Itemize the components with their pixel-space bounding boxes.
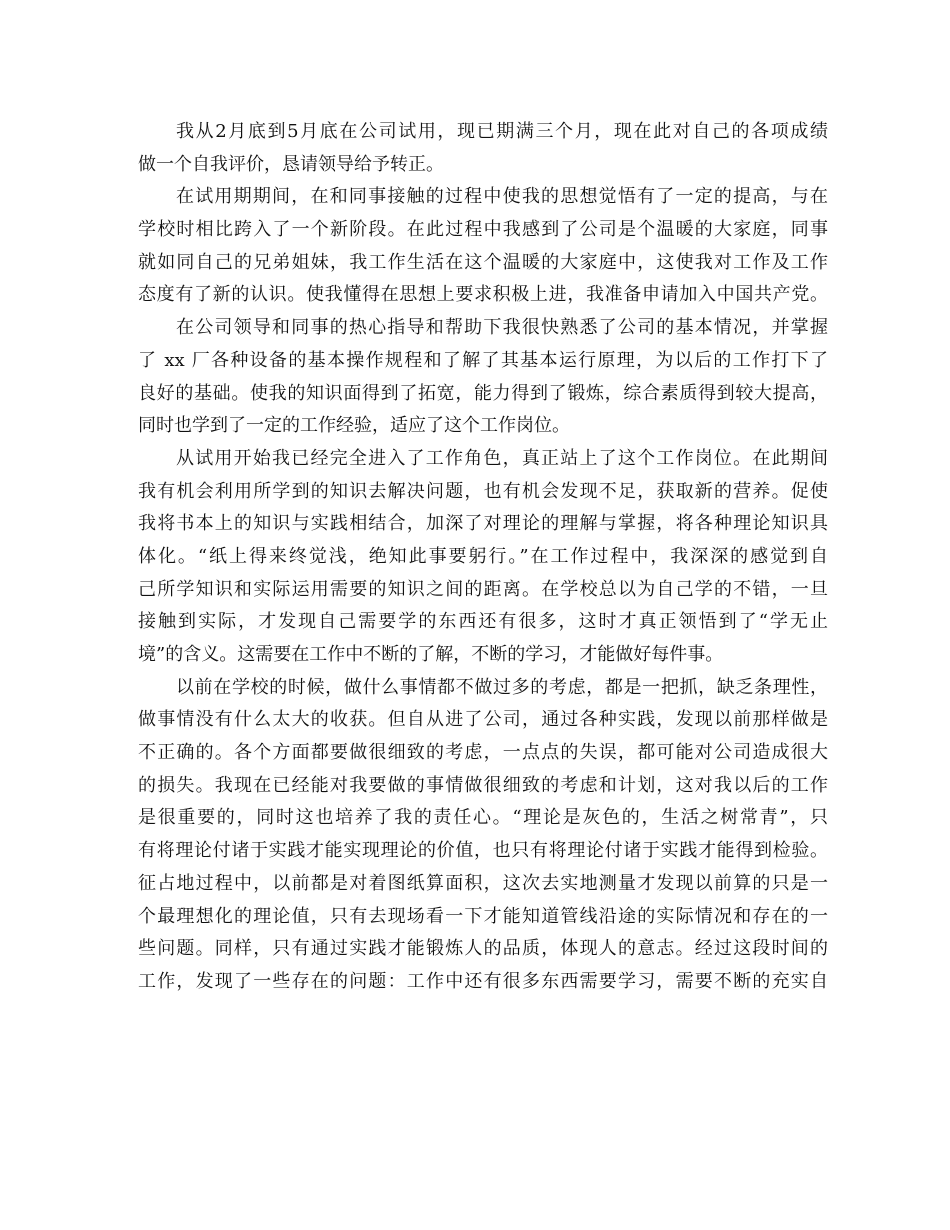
- text-line: 做事情没有什么太大的收获。但自从进了公司，通过各种实践，发现以前那样做是: [138, 709, 828, 731]
- text-line: 我将书本上的知识与实践相结合，加深了对理论的理解与掌握，将各种理论知识具: [138, 513, 828, 535]
- text-line: 的损失。我现在已经能对我要做的事情做很细致的考虑和计划，这对我以后的工作: [138, 774, 828, 796]
- text-line: 了 xx 厂各种设备的基本操作规程和了解了其基本运行原理，为以后的工作打下了: [138, 349, 828, 371]
- text-line: 境”的含义。这需要在工作中不断的了解，不断的学习，才能做好每件事。: [138, 644, 724, 665]
- text-line: 就如同自己的兄弟姐妹，我工作生活在这个温暖的大家庭中，这使我对工作及工作: [138, 251, 828, 273]
- text-line: 以前在学校的时候，做什么事情都不做过多的考虑，都是一把抓，缺乏条理性，: [176, 676, 828, 698]
- text-line: 个最理想化的理论值，只有去现场看一下才能知道管线沿途的实际情况和存在的一: [138, 905, 828, 927]
- text-line: 在公司领导和同事的热心指导和帮助下我很快熟悉了公司的基本情况，并掌握: [176, 317, 828, 339]
- document-body: [138, 116, 828, 999]
- text-line: 有将理论付诸于实践才能实现理论的价值，也只有将理论付诸于实践才能得到检验。: [138, 840, 828, 862]
- text-line: 我有机会利用所学到的知识去解决问题，也有机会发现不足，获取新的营养。促使: [138, 480, 828, 502]
- text-line: 己所学知识和实际运用需要的知识之间的距离。在学校总以为自己学的不错，一旦: [138, 578, 828, 600]
- text-line: 从试用开始我已经完全进入了工作角色，真正站上了这个工作岗位。在此期间: [176, 447, 828, 469]
- text-line: 工作，发现了一些存在的问题：工作中还有很多东西需要学习，需要不断的充实自: [138, 970, 828, 992]
- text-line: 接触到实际，才发现自己需要学的东西还有很多，这时才真正领悟到了“学无止: [138, 611, 828, 633]
- text-line: 在试用期期间，在和同事接触的过程中使我的思想觉悟有了一定的提高，与在: [176, 186, 828, 208]
- text-line: 我从2月底到5月底在公司试用，现已期满三个月，现在此对自己的各项成绩: [176, 121, 828, 142]
- text-line: 同时也学到了一定的工作经验，适应了这个工作岗位。: [138, 415, 570, 437]
- text-line: 些问题。同样，只有通过实践才能锻炼人的品质，体现人的意志。经过这段时间的: [138, 938, 828, 960]
- text-line: 做一个自我评价，恳请领导给予转正。: [138, 153, 444, 175]
- text-line: 是很重要的，同时这也培养了我的责任心。“理论是灰色的，生活之树常青”，只: [138, 807, 828, 829]
- text-line: 态度有了新的认识。使我懂得在思想上要求积极上进，我准备申请加入中国共产党。: [138, 284, 828, 306]
- text-line: 征占地过程中，以前都是对着图纸算面积，这次去实地测量才发现以前算的只是一: [138, 872, 828, 894]
- text-line: 不正确的。各个方面都要做很细致的考虑，一点点的失误，都可能对公司造成很大: [138, 742, 828, 764]
- text-line: 学校时相比跨入了一个新阶段。在此过程中我感到了公司是个温暖的大家庭，同事: [138, 219, 828, 241]
- text-line: 体化。“纸上得来终觉浅，绝知此事要躬行。”在工作过程中，我深深的感觉到自: [138, 545, 828, 567]
- text-line: 良好的基础。使我的知识面得到了拓宽，能力得到了锻炼，综合素质得到较大提高，: [138, 382, 828, 404]
